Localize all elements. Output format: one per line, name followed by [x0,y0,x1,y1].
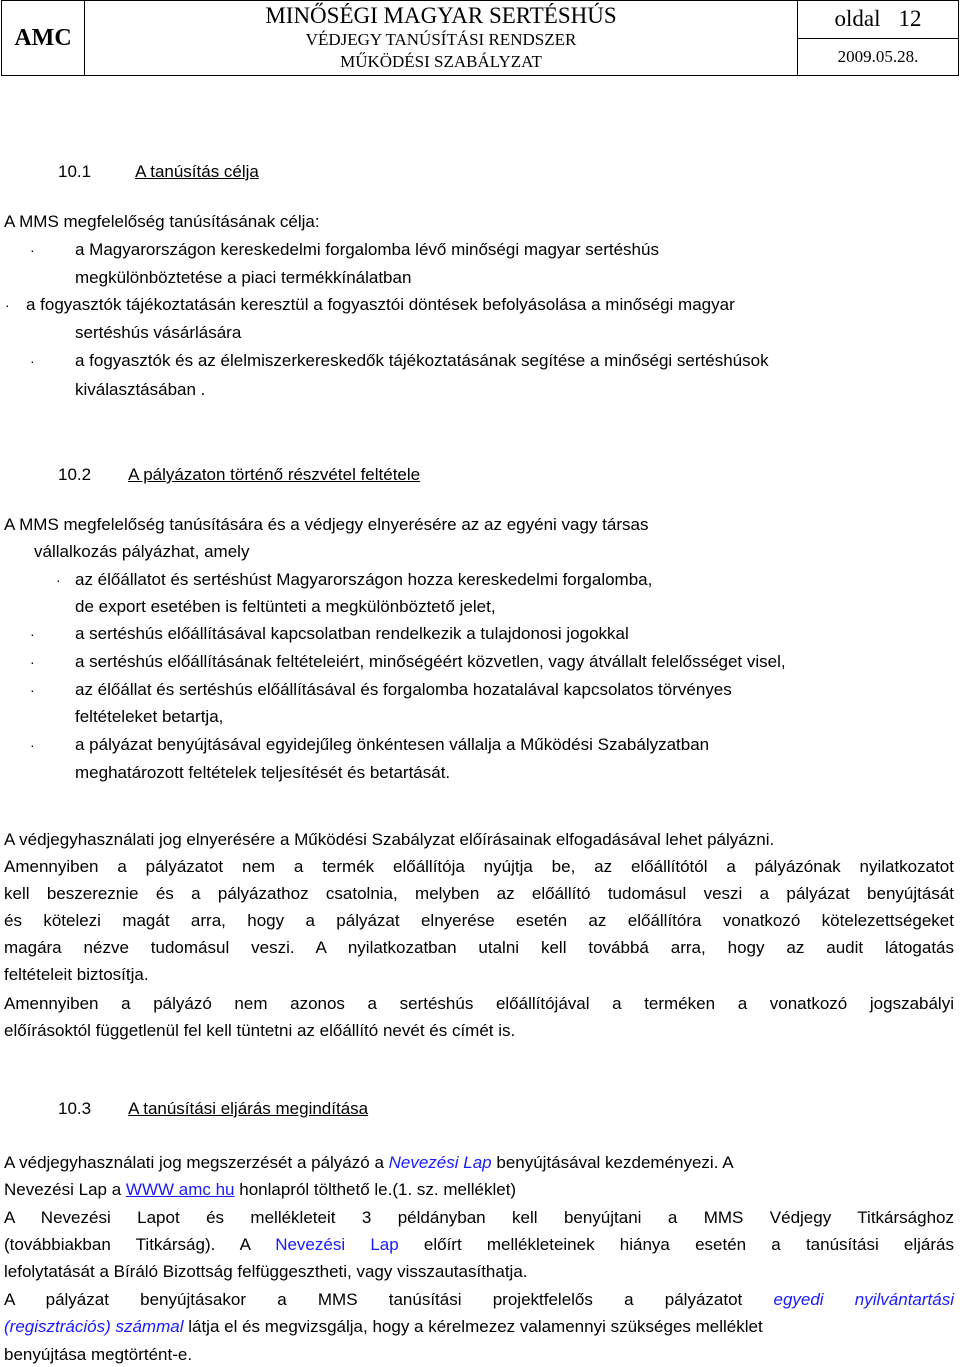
list-item-cont: megkülönböztetése a piaci termékkínálatban [75,268,412,287]
bullet-icon: · [30,353,35,369]
paragraph-cont: (regisztrációs) számmal látja el és megvizsgálja, hogy a kérelmezez valamennyi szükséges melléklet [4,1317,763,1336]
header-subtitle-2: MŰKÖDÉSI SZABÁLYZAT [340,52,542,71]
list-item: a pályázat benyújtásával egyidejűleg önkéntesen vállalja a Működési Szabályzatban [75,735,710,754]
bullet-icon: · [5,297,10,313]
paragraph: A pályázat benyújtásakor a MMS tanúsítási projektfelelős a pályázatot egyedi nyilvántartási [4,1290,955,1309]
bullet-icon: · [30,626,35,642]
bullet-icon: · [30,682,35,698]
list-item: a fogyasztók és az élelmiszerkereskedők tájékoztatásának segítése a minőségi sertéshúsok [75,351,769,370]
bullet-icon: · [30,737,35,753]
header-title: MINŐSÉGI MAGYAR SERTÉSHÚS [265,3,617,28]
section-3-title: A tanúsítási eljárás megindítása [128,1099,369,1118]
list-item-cont: de export esetében is feltünteti a megkülönböztető jelet, [75,597,496,616]
paragraph-cont: feltételeit biztosítja. [4,965,149,984]
list-item: a sertéshús előállításával kapcsolatban rendelkezik a tulajdonosi jogokkal [75,624,629,643]
list-item: a fogyasztók tájékoztatásán keresztül a fogyasztói döntések befolyásolása a minőségi magyar [26,295,735,314]
paragraph-cont: benyújtása megtörtént-e. [4,1345,193,1364]
list-item: az élőállat és sertéshús előállításával és forgalomba hozatalával kapcsolatos törvényes [75,680,732,699]
nevezesi-lap-link[interactable]: Nevezési Lap [275,1235,399,1254]
paragraph-cont: (továbbiakban Titkárság). A Nevezési Lap előírt mellékleteinek hiánya esetén a tanúsítási eljárás [4,1235,954,1254]
header-subtitle-1: VÉDJEGY TANÚSÍTÁSI RENDSZER [305,30,577,49]
bullet-icon: · [30,654,35,670]
list-item-cont: sertéshús vásárlására [75,323,242,342]
paragraph-cont: Nevezési Lap a WWW amc hu honlapról tölthető le.(1. sz. melléklet) [4,1180,517,1199]
section-1-number: 10.1 [58,162,92,181]
logo-text: AMC [2,1,85,76]
section-3-number: 10.3 [58,1099,92,1118]
paragraph: Amennyiben a pályázatot nem a termék előállítója nyújtja be, az előállítótól a pályázónak nyilatkozatot [4,857,954,876]
paragraph-cont: előírásoktól függetlenül fel kell tüntetni az előállító nevét és címét is. [4,1021,516,1040]
section-1-title: A tanúsítás célja [135,162,259,181]
page-label: oldal [834,6,881,32]
section-2-intro-cont: vállalkozás pályázhat, amely [34,542,250,561]
list-item: a sertéshús előállításának feltételeiért, minőségéért közvetlen, vagy átvállalt felelősséget visel, [75,652,786,671]
paragraph: A védjegyhasználati jog elnyerésére a Működési Szabályzat előírásainak elfogadásával lehet pályázni. [4,830,775,849]
document-date: 2009.05.28. [798,38,959,76]
paragraph-cont: kell beszereznie és a pályázathoz csatolnia, melyben az előállító tudomásul veszi a pályázat benyújtását [4,884,954,903]
section-2-heading [58,465,420,485]
bullet-icon: · [56,572,61,588]
header-title-block [85,1,798,76]
document-header [0,0,960,78]
section-1-heading [58,162,259,182]
list-item-cont: feltételeket betartja, [75,707,224,726]
paragraph: A védjegyhasználati jog megszerzését a pályázó a Nevezési Lap benyújtásával kezdeményezi. A [4,1153,734,1172]
list-item: a Magyarországon kereskedelmi forgalomba lévő minőségi magyar sertéshús [75,240,659,259]
paragraph: A Nevezési Lapot és mellékleteit 3 példányban kell benyújtani a MMS Védjegy Titkársághoz [4,1208,954,1227]
paragraph-cont: és kötelezi magát arra, hogy a pályázat elnyerése esetén az előállítóra vonatkozó kötelezettségeket [4,911,954,930]
paragraph: Amennyiben a pályázó nem azonos a sertéshús előállítójával a terméken a vonatkozó jogszabályi [4,994,954,1013]
paragraph-cont: magára nézve tudomásul veszi. A nyilatkozatban utalni kell továbbá arra, hogy az audit látogatás [4,938,954,957]
list-item: az élőállatot és sertéshúst Magyarországon hozza kereskedelmi forgalomba, [75,570,653,589]
section-3-heading [58,1099,368,1119]
section-1-intro: A MMS megfelelőség tanúsításának célja: [4,212,320,231]
page-indicator [798,1,959,39]
nevezesi-lap-link[interactable]: Nevezési Lap [388,1153,492,1172]
section-2-intro: A MMS megfelelőség tanúsítására és a védjegy elnyerésére az az egyéni vagy társas [4,515,649,534]
list-item-cont: meghatározott feltételek teljesítését és betartását. [75,763,451,782]
paragraph-cont: lefolytatását a Bíráló Bizottság felfüggesztheti, vagy visszautasíthatja. [4,1262,528,1281]
bullet-icon: · [30,242,35,258]
page-number: 12 [898,6,922,32]
section-2-number: 10.2 [58,465,92,484]
registration-number-link-cont[interactable]: (regisztrációs) számmal [4,1317,184,1336]
registration-number-link[interactable]: egyedi nyilvántartási [773,1290,955,1309]
section-2-title: A pályázaton történő részvétel feltétele [128,465,421,484]
website-link[interactable]: WWW amc hu [125,1180,235,1199]
list-item-cont: kiválasztásában . [75,380,206,399]
